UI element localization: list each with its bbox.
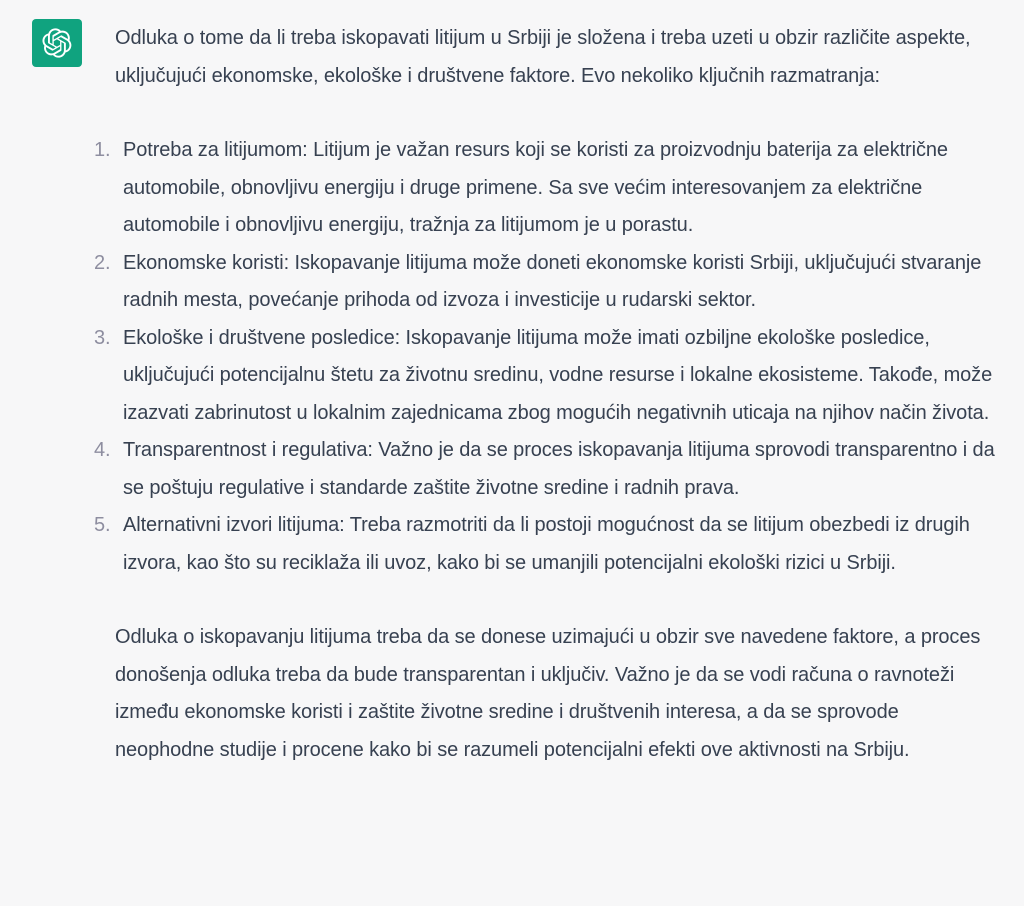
list-item-text: Alternativni izvori litijuma: Treba razmotriti da li postoji mogućnost da se litijum obezbedi iz drugih izvora, kao što su reciklaža ili uvoz, kako bi se umanjili potencijalni ekološki rizici u Srbiji. [123,514,970,574]
response-intro: Odluka o tome da li treba iskopavati litijum u Srbiji je složena i treba uzeti u obzir različite aspekte, uključujući ekonomske, ekološke i društvene faktore. Evo nekoliko ključnih razmatranja: [115,27,971,87]
list-item-number: 4. [94,439,111,461]
assistant-avatar [32,19,82,67]
response-content [94,20,1000,769]
openai-logo-icon [42,28,72,58]
list-item-number: 1. [94,139,111,161]
list-item [94,507,1000,582]
considerations-list [94,132,1000,582]
list-item-number: 5. [94,514,111,536]
list-item-number: 2. [94,251,111,274]
list-item-text: Potreba za litijumom: Litijum je važan resurs koji se koristi za proizvodnju baterija za električne automobile, obnovljivu energiju i druge primene. Sa sve većim interesovanjem za električne automobile i obnovljivu energiju, tražnja za litijumom je u porastu. [123,139,948,236]
list-item-number: 3. [94,326,111,349]
list-item-text: Ekološke i društvene posledice: Iskopavanje litijuma može imati ozbiljne ekološke posledice, uključujući potencijalnu štetu za životnu sredinu, vodne resurse i lokalne ekosisteme. Takođe, može izazvati zabrinutost u lokalnim zajednicama zbog mogućih negativnih uticaja na njihov način života. [123,326,993,424]
response-conclusion: Odluka o iskopavanju litijuma treba da se donese uzimajući u obzir sve navedene faktore, a proces donošenja odluka treba da bude transparentan i uključiv. Važno je da se vodi računa o ravnoteži između ekonomske koristi i zaštite životne sredine i društvenih interesa, a da se sprovode neophodne studije i procene kako bi se razumeli potencijalni efekti ove aktivnosti na Srbiju. [115,626,981,761]
list-item-text: Transparentnost i regulativa: Važno je da se proces iskopavanja litijuma sprovodi transparentno i da se poštuju regulative i standarde zaštite životne sredine i radnih prava. [123,439,995,499]
list-item [94,320,1000,433]
list-item [94,245,1000,320]
list-item [94,432,1000,507]
list-item [94,132,1000,245]
list-item-text: Ekonomske koristi: Iskopavanje litijuma može doneti ekonomske koristi Srbiji, uključujući stvaranje radnih mesta, povećanje prihoda od izvoza i investicije u rudarski sektor. [123,251,982,311]
